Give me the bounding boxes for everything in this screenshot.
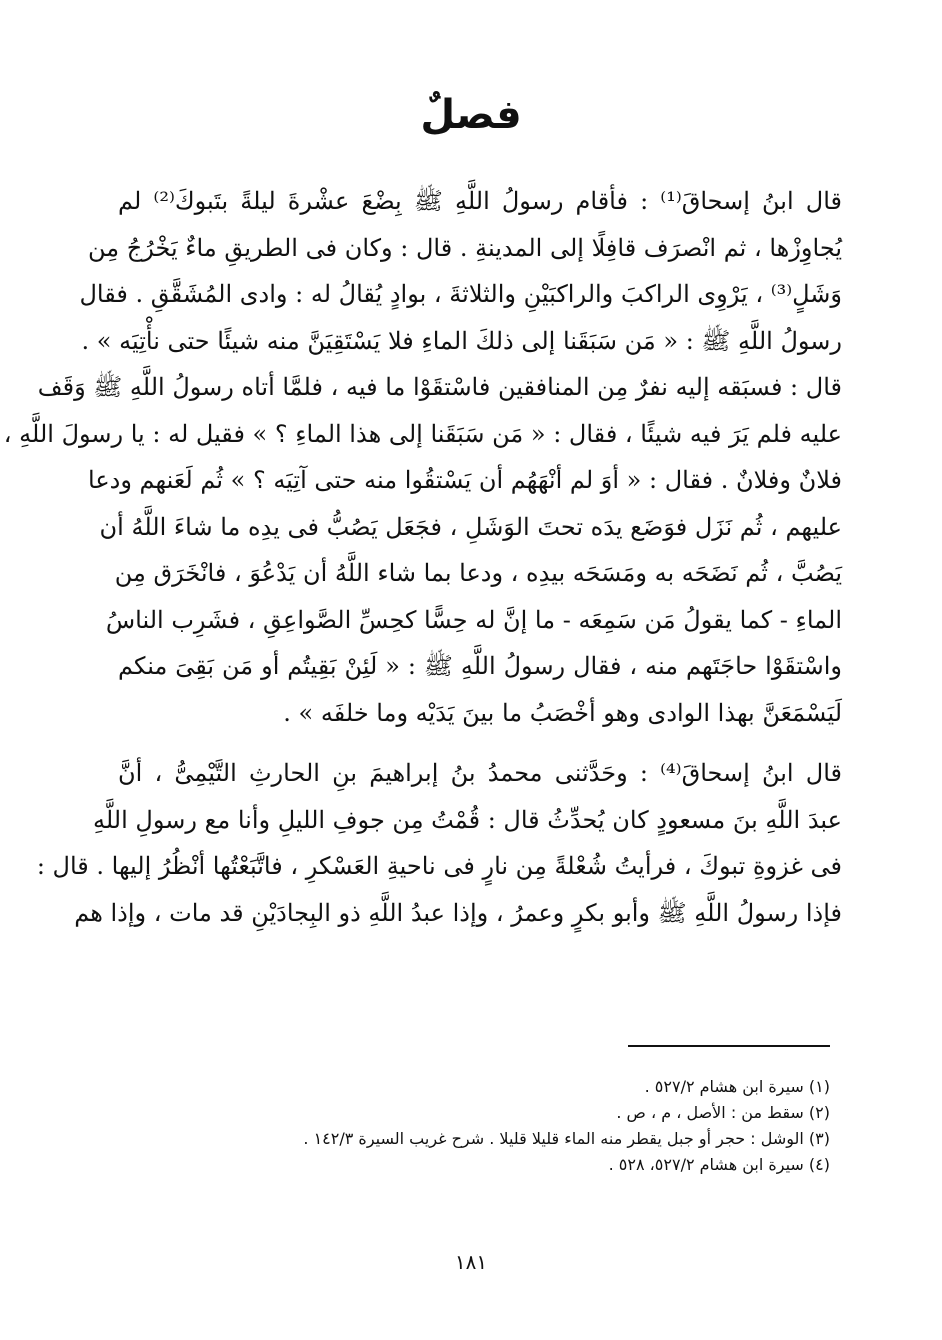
text-line: يُجاوِزْها ، ثم انْصرَف قافِلًا إلى المدينةِ . قال : وكان فى الطريقِ ماءٌ يَخْرُجُ مِن (87, 233, 842, 262)
page-number: ١٨١ (454, 1250, 488, 1274)
paragraph-1 (3, 178, 842, 736)
text-line: فإذا رسولُ اللَّهِ ﷺ وأبو بكرٍ وعمرُ ، وإذا عبدُ اللَّهِ ذو البِجادَيْنِ قد مات ، وإذا هم (74, 898, 842, 927)
text-line: عبدَ اللَّهِ بنَ مسعودٍ كان يُحدِّثُ قال : قُمْتُ مِن جوفِ الليلِ وأنا مع رسولِ اللَّهِ (92, 805, 842, 834)
section-title: فصلٌ (420, 92, 522, 138)
text-line: قال : فسبَقه إليه نفرٌ مِن المنافقين فاسْتقَوْا ما فيه ، فلمَّا أتاه رسولُ اللَّهِ ﷺ وَقَف (37, 373, 842, 401)
text-line: الماءِ - كما يقولُ مَن سَمِعَه - ما إنَّ له حِسًّا كحِسِّ الصَّواعِقِ ، فشَرِب الناسُ (105, 605, 842, 634)
footnote: (٢) سقط من : الأصل ، م ، ص . (616, 1103, 830, 1122)
main-text (3, 178, 842, 936)
text-line: فى غزوةِ تبوكَ ، فرأيتُ شُعْلةً مِن نارٍ فى ناحيةِ العَسْكرِ ، فاتَّبَعْتُها أنْظُرُ إليها . قال : (36, 852, 842, 880)
paragraph-2 (36, 750, 842, 936)
text-line: لَيَسْمَعَنَّ بهذا الوادى وهو أخْصَبُ ما بينَ يَدَيْه وما خلفَه » . (283, 698, 842, 727)
footnotes (118, 1074, 830, 1178)
text-line: قال ابنُ إسحاقَ⁽¹⁾ : فأقام رسولُ اللَّهِ ﷺ بِضْعَ عشْرةَ ليلةً بتَبوكَ⁽²⁾ لم (118, 187, 842, 215)
text-line: واسْتقَوْا حاجَتَهم منه ، فقال رسولُ اللَّهِ ﷺ : « لَئِنْ بَقِيتُم أو مَن بَقِىَ منكم (118, 652, 842, 680)
footnote: (١) سيرة ابن هشام ٥٢٧/٢ . (644, 1077, 830, 1096)
text-line: عليهم ، ثُم نَزَل فوَضَع يدَه تحتَ الوَشَلِ ، فجَعَل يَصُبُّ فى يدِه ما شاءَ اللَّهُ أن (99, 512, 842, 541)
footnote-separator (628, 1045, 830, 1047)
text-line: عليه فلم يَرَ فيه شيئًا ، فقال : « مَن سَبَقَنا إلى هذا الماءِ ؟ » فقيل له : يا رسولَ اللَّهِ ، (3, 419, 842, 448)
footnote: (٤) سيرة ابن هشام ٥٢٧/٢، ٥٢٨ . (608, 1155, 830, 1174)
text-line: يَصُبَّ ، ثُم نَضَحَه به ومَسَحَه بيدِه ، ودعا بما شاء اللَّهُ أن يَدْعُوَ ، فانْخَرَق مِن (114, 559, 842, 587)
text-line: وَشَلٍ⁽³⁾ ، يَرْوِى الراكبَ والراكبَيْنِ والثلاثةَ ، بوادٍ يُقالُ له : وادى المُشَقَّقِ . فقال (79, 280, 842, 308)
text-line: قال ابنُ إسحاقَ⁽⁴⁾ : وحَدَّثنى محمدُ بنُ إبراهيمَ بنِ الحارثِ التَّيْمِىُّ ، أنَّ (118, 759, 842, 787)
footnote: (٣) الوشل : حجر أو جبل يقطر منه الماء قليلا قليلا . شرح غريب السيرة ١٤٢/٣ . (303, 1129, 830, 1148)
text-line: فلانٌ وفلانٌ . فقال : « أوَ لم أنْهَهُم أن يَسْتقُوا منه حتى آتِيَه ؟ » ثُم لَعَنهم ودعا (88, 466, 842, 494)
text-line: رسولُ اللَّهِ ﷺ : « مَن سَبَقَنا إلى ذلكَ الماءِ فلا يَسْتَقِيَنَّ منه شيئًا حتى نأْتِيَه » . (81, 326, 842, 355)
